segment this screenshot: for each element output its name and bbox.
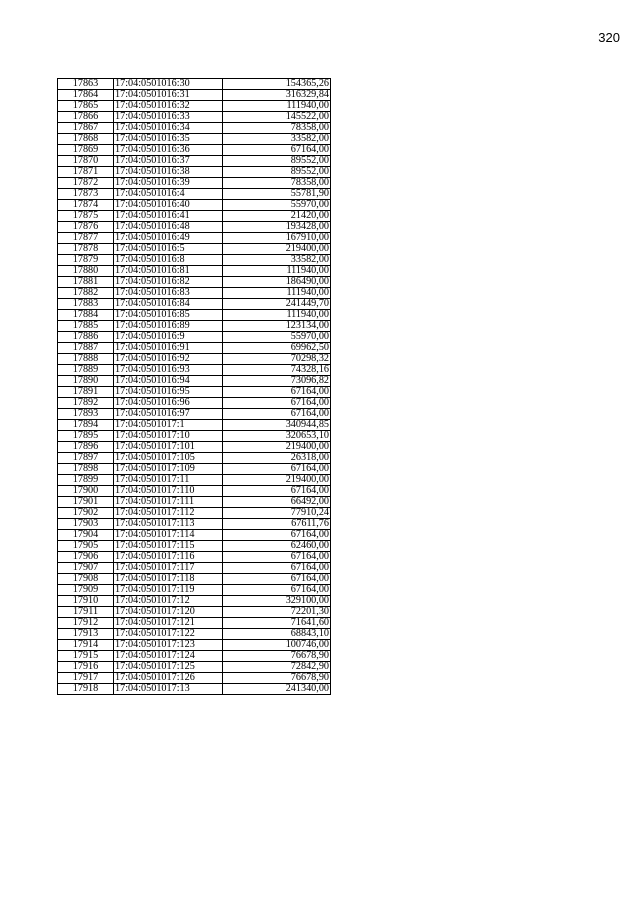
page-number: 320 xyxy=(598,30,620,45)
cadastral-number-cell: 17:04:0501016:37 xyxy=(114,156,223,167)
cadastral-value-cell: 78358,00 xyxy=(223,123,331,134)
cadastral-number-cell: 17:04:0501017:105 xyxy=(114,453,223,464)
cadastral-number-cell: 17:04:0501016:4 xyxy=(114,189,223,200)
cadastral-number-cell: 17:04:0501017:114 xyxy=(114,530,223,541)
table-row xyxy=(58,464,331,475)
cadastral-value-cell: 111940,00 xyxy=(223,101,331,112)
table-row xyxy=(58,178,331,189)
row-number-cell: 17890 xyxy=(58,376,114,387)
cadastral-number-cell: 17:04:0501016:49 xyxy=(114,233,223,244)
cadastral-value-cell: 167910,00 xyxy=(223,233,331,244)
cadastral-number-cell: 17:04:0501017:117 xyxy=(114,563,223,574)
cadastral-number-cell: 17:04:0501016:96 xyxy=(114,398,223,409)
cadastral-value-cell: 123134,00 xyxy=(223,321,331,332)
cadastral-number-cell: 17:04:0501017:12 xyxy=(114,596,223,607)
cadastral-number-cell: 17:04:0501017:118 xyxy=(114,574,223,585)
table-row xyxy=(58,519,331,530)
row-number-cell: 17914 xyxy=(58,640,114,651)
table-row xyxy=(58,387,331,398)
row-number-cell: 17874 xyxy=(58,200,114,211)
row-number-cell: 17887 xyxy=(58,343,114,354)
row-number-cell: 17904 xyxy=(58,530,114,541)
row-number-cell: 17866 xyxy=(58,112,114,123)
cadastral-number-cell: 17:04:0501017:121 xyxy=(114,618,223,629)
row-number-cell: 17865 xyxy=(58,101,114,112)
row-number-cell: 17871 xyxy=(58,167,114,178)
table-row xyxy=(58,530,331,541)
row-number-cell: 17872 xyxy=(58,178,114,189)
table-row xyxy=(58,244,331,255)
cadastral-number-cell: 17:04:0501017:110 xyxy=(114,486,223,497)
cadastral-value-cell: 33582,00 xyxy=(223,255,331,266)
table-row xyxy=(58,255,331,266)
cadastral-value-cell: 55970,00 xyxy=(223,200,331,211)
cadastral-number-cell: 17:04:0501017:125 xyxy=(114,662,223,673)
cadastral-value-cell: 67611,76 xyxy=(223,519,331,530)
table-row xyxy=(58,266,331,277)
cadastral-value-cell: 21420,00 xyxy=(223,211,331,222)
table-row xyxy=(58,277,331,288)
table-row xyxy=(58,409,331,420)
row-number-cell: 17910 xyxy=(58,596,114,607)
cadastral-value-cell: 89552,00 xyxy=(223,156,331,167)
row-number-cell: 17880 xyxy=(58,266,114,277)
table-row xyxy=(58,101,331,112)
table-row xyxy=(58,552,331,563)
cadastral-value-cell: 67164,00 xyxy=(223,387,331,398)
cadastral-number-cell: 17:04:0501016:9 xyxy=(114,332,223,343)
row-number-cell: 17894 xyxy=(58,420,114,431)
cadastral-number-cell: 17:04:0501017:112 xyxy=(114,508,223,519)
cadastral-value-cell: 72842,90 xyxy=(223,662,331,673)
row-number-cell: 17909 xyxy=(58,585,114,596)
cadastral-value-cell: 76678,90 xyxy=(223,651,331,662)
cadastral-value-cell: 55970,00 xyxy=(223,332,331,343)
cadastral-value-cell: 219400,00 xyxy=(223,475,331,486)
cadastral-number-cell: 17:04:0501016:82 xyxy=(114,277,223,288)
cadastral-value-cell: 241449,70 xyxy=(223,299,331,310)
row-number-cell: 17900 xyxy=(58,486,114,497)
cadastral-number-cell: 17:04:0501017:124 xyxy=(114,651,223,662)
cadastral-value-cell: 320653,10 xyxy=(223,431,331,442)
row-number-cell: 17903 xyxy=(58,519,114,530)
row-number-cell: 17885 xyxy=(58,321,114,332)
row-number-cell: 17864 xyxy=(58,90,114,101)
table-row xyxy=(58,376,331,387)
row-number-cell: 17911 xyxy=(58,607,114,618)
row-number-cell: 17917 xyxy=(58,673,114,684)
table-row xyxy=(58,574,331,585)
table-row xyxy=(58,123,331,134)
cadastral-number-cell: 17:04:0501016:48 xyxy=(114,222,223,233)
table-row xyxy=(58,310,331,321)
row-number-cell: 17907 xyxy=(58,563,114,574)
cadastral-number-cell: 17:04:0501017:115 xyxy=(114,541,223,552)
cadastral-number-cell: 17:04:0501017:122 xyxy=(114,629,223,640)
cadastral-value-cell: 193428,00 xyxy=(223,222,331,233)
row-number-cell: 17918 xyxy=(58,684,114,695)
cadastral-value-cell: 71641,60 xyxy=(223,618,331,629)
row-number-cell: 17915 xyxy=(58,651,114,662)
cadastral-value-cell: 70298,32 xyxy=(223,354,331,365)
cadastral-value-cell: 186490,00 xyxy=(223,277,331,288)
table-row xyxy=(58,288,331,299)
cadastral-value-cell: 66492,00 xyxy=(223,497,331,508)
table-row xyxy=(58,145,331,156)
cadastral-number-cell: 17:04:0501016:38 xyxy=(114,167,223,178)
cadastral-value-cell: 154365,26 xyxy=(223,79,331,90)
table-row xyxy=(58,596,331,607)
cadastral-value-cell: 241340,00 xyxy=(223,684,331,695)
table-row xyxy=(58,508,331,519)
row-number-cell: 17901 xyxy=(58,497,114,508)
table-row xyxy=(58,299,331,310)
cadastral-number-cell: 17:04:0501016:31 xyxy=(114,90,223,101)
cadastral-number-cell: 17:04:0501017:120 xyxy=(114,607,223,618)
cadastral-value-cell: 100746,00 xyxy=(223,640,331,651)
cadastral-number-cell: 17:04:0501016:81 xyxy=(114,266,223,277)
cadastral-value-cell: 67164,00 xyxy=(223,574,331,585)
cadastral-value-cell: 111940,00 xyxy=(223,288,331,299)
cadastral-number-cell: 17:04:0501016:35 xyxy=(114,134,223,145)
table-row xyxy=(58,167,331,178)
row-number-cell: 17908 xyxy=(58,574,114,585)
cadastral-number-cell: 17:04:0501016:40 xyxy=(114,200,223,211)
table-row xyxy=(58,607,331,618)
row-number-cell: 17870 xyxy=(58,156,114,167)
table-row xyxy=(58,662,331,673)
cadastral-number-cell: 17:04:0501016:83 xyxy=(114,288,223,299)
cadastral-value-cell: 219400,00 xyxy=(223,244,331,255)
cadastral-number-cell: 17:04:0501016:89 xyxy=(114,321,223,332)
row-number-cell: 17876 xyxy=(58,222,114,233)
table-row xyxy=(58,79,331,90)
table-row xyxy=(58,112,331,123)
cadastral-number-cell: 17:04:0501016:93 xyxy=(114,365,223,376)
table-row xyxy=(58,684,331,695)
cadastral-value-cell: 76678,90 xyxy=(223,673,331,684)
row-number-cell: 17889 xyxy=(58,365,114,376)
row-number-cell: 17912 xyxy=(58,618,114,629)
cadastral-value-cell: 67164,00 xyxy=(223,563,331,574)
table-row xyxy=(58,156,331,167)
cadastral-number-cell: 17:04:0501017:109 xyxy=(114,464,223,475)
cadastral-value-cell: 73096,82 xyxy=(223,376,331,387)
cadastral-number-cell: 17:04:0501017:13 xyxy=(114,684,223,695)
table-row xyxy=(58,398,331,409)
cadastral-number-cell: 17:04:0501016:30 xyxy=(114,79,223,90)
cadastral-number-cell: 17:04:0501016:92 xyxy=(114,354,223,365)
table-row xyxy=(58,442,331,453)
row-number-cell: 17913 xyxy=(58,629,114,640)
cadastral-value-cell: 67164,00 xyxy=(223,486,331,497)
row-number-cell: 17905 xyxy=(58,541,114,552)
cadastral-value-cell: 89552,00 xyxy=(223,167,331,178)
row-number-cell: 17899 xyxy=(58,475,114,486)
table-row xyxy=(58,134,331,145)
cadastral-value-cell: 77910,24 xyxy=(223,508,331,519)
row-number-cell: 17881 xyxy=(58,277,114,288)
cadastral-number-cell: 17:04:0501016:36 xyxy=(114,145,223,156)
table-row xyxy=(58,211,331,222)
row-number-cell: 17896 xyxy=(58,442,114,453)
cadastral-value-cell: 67164,00 xyxy=(223,530,331,541)
table-row xyxy=(58,453,331,464)
table-row xyxy=(58,321,331,332)
row-number-cell: 17873 xyxy=(58,189,114,200)
cadastral-number-cell: 17:04:0501016:33 xyxy=(114,112,223,123)
cadastral-value-cell: 26318,00 xyxy=(223,453,331,464)
row-number-cell: 17893 xyxy=(58,409,114,420)
cadastral-number-cell: 17:04:0501016:85 xyxy=(114,310,223,321)
cadastral-number-cell: 17:04:0501016:39 xyxy=(114,178,223,189)
row-number-cell: 17884 xyxy=(58,310,114,321)
cadastral-value-cell: 67164,00 xyxy=(223,145,331,156)
cadastral-number-cell: 17:04:0501017:116 xyxy=(114,552,223,563)
table-row xyxy=(58,475,331,486)
cadastral-value-cell: 72201,30 xyxy=(223,607,331,618)
cadastral-number-cell: 17:04:0501017:113 xyxy=(114,519,223,530)
cadastral-value-cell: 67164,00 xyxy=(223,409,331,420)
cadastral-value-cell: 67164,00 xyxy=(223,398,331,409)
table-row xyxy=(58,541,331,552)
row-number-cell: 17868 xyxy=(58,134,114,145)
table-row xyxy=(58,420,331,431)
cadastral-value-cell: 68843,10 xyxy=(223,629,331,640)
cadastral-value-cell: 340944,85 xyxy=(223,420,331,431)
table-row xyxy=(58,222,331,233)
row-number-cell: 17891 xyxy=(58,387,114,398)
row-number-cell: 17892 xyxy=(58,398,114,409)
row-number-cell: 17897 xyxy=(58,453,114,464)
row-number-cell: 17886 xyxy=(58,332,114,343)
row-number-cell: 17916 xyxy=(58,662,114,673)
row-number-cell: 17902 xyxy=(58,508,114,519)
row-number-cell: 17898 xyxy=(58,464,114,475)
table-row xyxy=(58,618,331,629)
table-row xyxy=(58,640,331,651)
row-number-cell: 17863 xyxy=(58,79,114,90)
cadastral-value-cell: 145522,00 xyxy=(223,112,331,123)
cadastral-number-cell: 17:04:0501016:5 xyxy=(114,244,223,255)
table-row xyxy=(58,233,331,244)
table-row xyxy=(58,497,331,508)
table-row xyxy=(58,332,331,343)
cadastral-number-cell: 17:04:0501017:126 xyxy=(114,673,223,684)
cadastral-number-cell: 17:04:0501016:41 xyxy=(114,211,223,222)
cadastral-value-cell: 111940,00 xyxy=(223,266,331,277)
table-row xyxy=(58,90,331,101)
cadastral-value-cell: 74328,16 xyxy=(223,365,331,376)
cadastral-number-cell: 17:04:0501016:97 xyxy=(114,409,223,420)
row-number-cell: 17882 xyxy=(58,288,114,299)
cadastral-number-cell: 17:04:0501017:1 xyxy=(114,420,223,431)
table-row xyxy=(58,189,331,200)
row-number-cell: 17877 xyxy=(58,233,114,244)
table-body xyxy=(58,79,331,695)
table-row xyxy=(58,629,331,640)
row-number-cell: 17888 xyxy=(58,354,114,365)
table-row xyxy=(58,365,331,376)
cadastral-value-cell: 62460,00 xyxy=(223,541,331,552)
cadastral-number-cell: 17:04:0501017:123 xyxy=(114,640,223,651)
cadastral-number-cell: 17:04:0501016:95 xyxy=(114,387,223,398)
row-number-cell: 17875 xyxy=(58,211,114,222)
table-row xyxy=(58,585,331,596)
table-row xyxy=(58,354,331,365)
cadastral-number-cell: 17:04:0501017:119 xyxy=(114,585,223,596)
row-number-cell: 17867 xyxy=(58,123,114,134)
cadastral-number-cell: 17:04:0501016:84 xyxy=(114,299,223,310)
cadastral-number-cell: 17:04:0501016:91 xyxy=(114,343,223,354)
table-row xyxy=(58,200,331,211)
cadastral-number-cell: 17:04:0501016:94 xyxy=(114,376,223,387)
cadastral-number-cell: 17:04:0501016:8 xyxy=(114,255,223,266)
cadastral-value-cell: 78358,00 xyxy=(223,178,331,189)
cadastral-number-cell: 17:04:0501016:34 xyxy=(114,123,223,134)
cadastral-value-cell: 329100,00 xyxy=(223,596,331,607)
table-row xyxy=(58,651,331,662)
cadastral-value-table xyxy=(57,78,331,695)
cadastral-number-cell: 17:04:0501016:32 xyxy=(114,101,223,112)
cadastral-number-cell: 17:04:0501017:111 xyxy=(114,497,223,508)
cadastral-value-cell: 316329,84 xyxy=(223,90,331,101)
table-row xyxy=(58,486,331,497)
cadastral-value-cell: 67164,00 xyxy=(223,464,331,475)
table-row xyxy=(58,431,331,442)
row-number-cell: 17879 xyxy=(58,255,114,266)
cadastral-value-cell: 67164,00 xyxy=(223,585,331,596)
cadastral-value-cell: 69962,50 xyxy=(223,343,331,354)
row-number-cell: 17906 xyxy=(58,552,114,563)
table-row xyxy=(58,343,331,354)
cadastral-number-cell: 17:04:0501017:11 xyxy=(114,475,223,486)
row-number-cell: 17869 xyxy=(58,145,114,156)
cadastral-value-cell: 111940,00 xyxy=(223,310,331,321)
cadastral-value-cell: 55781,90 xyxy=(223,189,331,200)
cadastral-number-cell: 17:04:0501017:101 xyxy=(114,442,223,453)
cadastral-number-cell: 17:04:0501017:10 xyxy=(114,431,223,442)
row-number-cell: 17895 xyxy=(58,431,114,442)
cadastral-value-cell: 33582,00 xyxy=(223,134,331,145)
table-row xyxy=(58,563,331,574)
row-number-cell: 17883 xyxy=(58,299,114,310)
cadastral-value-cell: 67164,00 xyxy=(223,552,331,563)
table-row xyxy=(58,673,331,684)
cadastral-value-cell: 219400,00 xyxy=(223,442,331,453)
row-number-cell: 17878 xyxy=(58,244,114,255)
